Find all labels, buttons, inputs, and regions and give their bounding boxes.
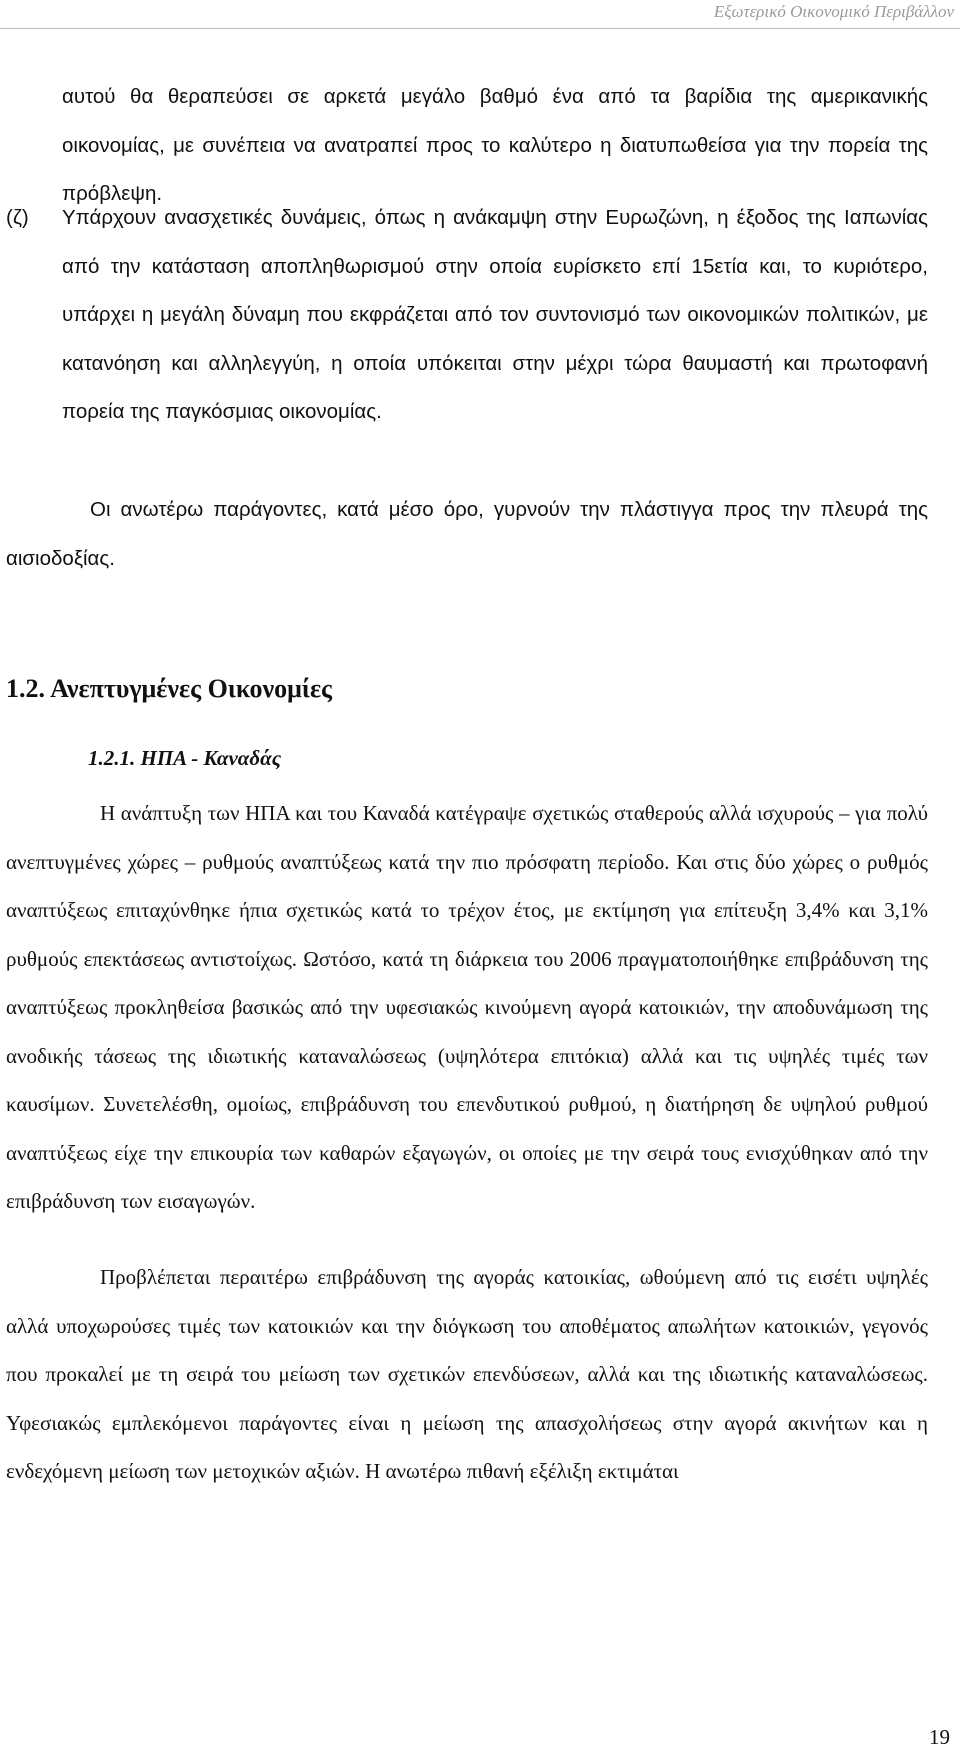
list-marker: (ζ): [6, 206, 29, 229]
list-item-text: Υπάρχουν ανασχετικές δυνάμεις, όπως η ανάκαμψη στην Ευρωζώνη, η έξοδος της Ιαπωνίας από την κατάσταση αποπληθωρισμού στην οποία ευρίσκετο επί 15ετία και, το κυριότερο, υπάρχει η μεγάλη δύναμη που εκφράζεται από τον συντονισμό των οικονομικών πολιτικών, με κατανόηση και αλληλεγγύη, η οποία υπόκειται στην μέχρι τώρα θαυμαστή και πρωτοφανή πορεία της παγκόσμιας οικονομίας.: [62, 206, 928, 423]
paragraph-text: Προβλέπεται περαιτέρω επιβράδυνση της αγοράς κατοικίας, ωθούμενη από τις εισέτι υψηλές αλλά υποχωρούσες τιμές των κατοικιών και την διόγκωση του αποθέματος απωλήτων κατοικιών, γεγονός που προκαλεί με τη σειρά του μείωση των σχετικών επενδύσεων, αλλά και της ιδιωτικής καταναλώσεως. Υφεσιακώς εμπλεκόμενοι παράγοντες είναι η μείωση της απασχολήσεως στην αγορά ακινήτων και η ενδεχόμενη μείωση των μετοχικών αξιών. Η ανωτέρω πιθανή εξέλιξη εκτιμάται: [6, 1265, 928, 1483]
conclusion-paragraph: [6, 486, 928, 583]
paragraph-text: Η ανάπτυξη των ΗΠΑ και του Καναδά κατέγραψε σχετικώς σταθερούς αλλά ισχυρούς – για πολύ ανεπτυγμένες χώρες – ρυθμούς αναπτύξεως κατά την πιο πρόσφατη περίοδο. Και στις δύο χώρες ο ρυθμός αναπτύξεως επιταχύνθηκε ήπια σχετικώς κατά το τρέχον έτος, με εκτίμηση για επίτευξη 3,4% και 3,1% ρυθμούς επεκτάσεως αντιστοίχως. Ωστόσο, κατά τη διάρκεια του 2006 πραγματοποιήθηκε επιβράδυνση της αναπτύξεως προκληθείσα βασικώς από την υφεσιακώς κινούμενη αγορά κατοικιών, την αποδυνάμωση της ανοδικής τάσεως της ιδιωτικής καταναλώσεως (υψηλότερα επιτόκια) αλλά και τις υψηλές τιμές των καυσίμων. Συνετελέσθη, ομοίως, επιβράδυνση του επενδυτικού ρυθμού, η διατήρηση δε υψηλού ρυθμού αναπτύξεως είχε την επικουρία των καθαρών εξαγωγών, οι οποίες με την σειρά τους ενισχύθηκαν από την επιβράδυνση των εισαγωγών.: [6, 801, 928, 1213]
conclusion-text: Οι ανωτέρω παράγοντες, κατά μέσο όρο, γυρνούν την πλάστιγγα προς την πλευρά της αισιοδοξίας.: [6, 498, 928, 570]
section-heading: 1.2. Ανεπτυγμένες Οικονομίες: [6, 674, 333, 703]
paragraph-housing: [6, 1253, 928, 1496]
header-rule: [0, 28, 960, 29]
running-header: Εξωτερικό Οικονομικό Περιβάλλον: [713, 2, 954, 21]
subsection-heading: 1.2.1. ΗΠΑ - Καναδάς: [88, 746, 282, 770]
continuation-text: αυτού θα θεραπεύσει σε αρκετά μεγάλο βαθμό ένα από τα βαρίδια της αμερικανικής οικονομίας, με συνέπεια να ανατραπεί προς το καλύτερο η διατυπωθείσα για την πορεία της πρόβλεψη.: [62, 85, 928, 205]
page-number: 19: [929, 1725, 950, 1749]
paragraph-usa-canada: [6, 789, 928, 1226]
